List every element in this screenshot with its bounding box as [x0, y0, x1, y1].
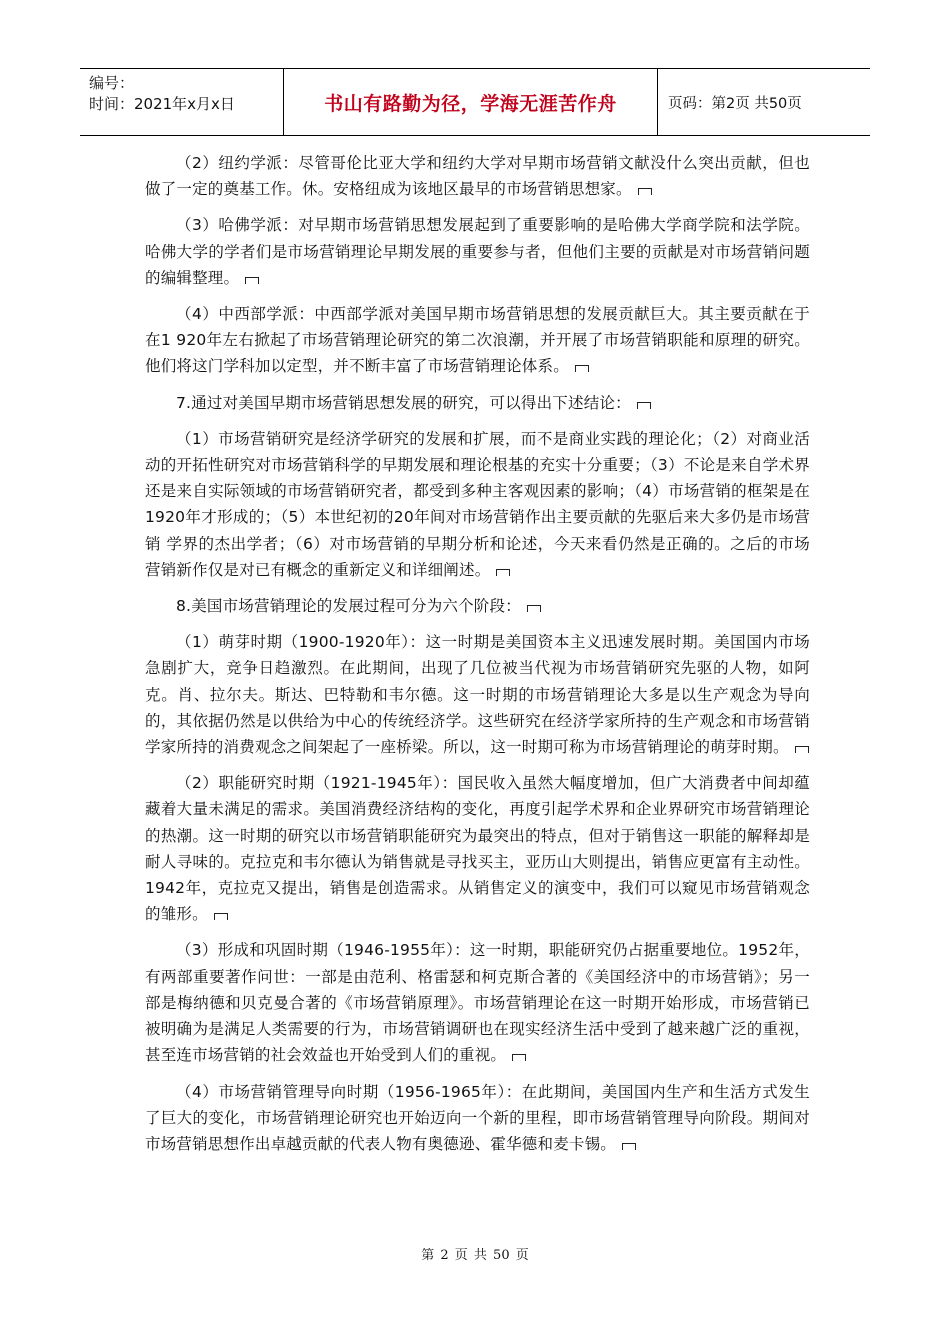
paragraph: 7.通过对美国早期市场营销思想发展的研究，可以得出下述结论：	[145, 390, 810, 416]
paragraph: （2）职能研究时期（1921-1945年）：国民收入虽然大幅度增加，但广大消费者中间却蕴藏着大量未满足的需求。美国消费经济结构的变化，再度引起学术界和企业界研究市场营销理论的热潮。这一时期的研究以市场营销职能研究为最突出的特点，但对于销售这一职能的解释却是耐人寻味的。克拉克和韦尔德认为销售就是寻找买主，亚历山大则提出，销售应更富有主动性。1942年，克拉克又提出，销售是创造需求。从销售定义的演变中，我们可以窥见市场营销观念的雏形。	[145, 774, 810, 924]
paragraph-mark-icon	[245, 277, 259, 284]
paragraph: （3）形成和巩固时期（1946-1955年）：这一时期，职能研究仍占据重要地位。1952年，有两部重要著作问世：一部是由范利、格雷瑟和柯克斯合著的《美国经济中的市场营销》；另一部是梅纳德和贝克曼合著的《市场营销原理》。市场营销理论在这一时期开始形成，市场营销已被明确为是满足人类需要的行为，市场营销调研也在现实经济生活中受到了越来越广泛的重视，甚至连市场营销的社会效益也开始受到人们的重视。	[145, 941, 810, 1065]
paragraph: （2）纽约学派：尽管哥伦比亚大学和纽约大学对早期市场营销文献没什么突出贡献，但也做了一定的奠基工作。休。安格纽成为该地区最早的市场营销思想家。	[145, 154, 810, 199]
paragraph-mark-icon	[496, 569, 510, 576]
date-label: 时间：2021年x月x日	[89, 95, 235, 113]
paragraph: （3）哈佛学派：对早期市场营销思想发展起到了重要影响的是哈佛大学商学院和法学院。哈佛大学的学者们是市场营销理论早期发展的重要参与者，但他们主要的贡献是对市场营销问题的编辑整理。	[145, 216, 810, 287]
paragraph-mark-icon	[527, 605, 541, 612]
paragraph-mark-icon	[795, 746, 809, 753]
paragraph: （1）萌芽时期（1900-1920年）：这一时期是美国资本主义迅速发展时期。美国国内市场急剧扩大，竞争日趋激烈。在此期间，出现了几位被当代视为市场营销研究先驱的人物，如阿克。肖、拉尔夫。斯达、巴特勒和韦尔德。这一时期的市场营销理论大多是以生产观念为导向的，其依据仍然是以供给为中心的传统经济学。这些研究在经济学家所持的生产观念和市场营销学家所持的消费观念之间架起了一座桥梁。所以，这一时期可称为市场营销理论的萌芽时期。	[145, 633, 810, 757]
paragraph: （4）市场营销管理导向时期（1956-1965年）：在此期间，美国国内生产和生活方式发生了巨大的变化，市场营销理论研究也开始迈向一个新的里程，即市场营销管理导向阶段。期间对市场营销思想作出卓越贡献的代表人物有奥德逊、霍华德和麦卡锡。	[145, 1082, 810, 1153]
page-header	[80, 68, 870, 136]
paragraph: 8.美国市场营销理论的发展过程可分为六个阶段：	[145, 593, 810, 619]
document-body	[145, 150, 810, 1167]
paragraph-mark-icon	[575, 365, 589, 372]
motto: 书山有路勤为径，学海无涯苦作舟	[283, 69, 658, 135]
page-footer: 第 2 页 共 50 页	[421, 1248, 529, 1263]
paragraph: （1）市场营销研究是经济学研究的发展和扩展，而不是商业实践的理论化；（2）对商业活动的开拓性研究对市场营销科学的早期发展和理论根基的充实十分重要；（3）不论是来自学术界还是来自实际领域的市场营销研究者，都受到多种主客观因素的影响；（4）市场营销的框架是在1920年才形成的；（5）本世纪初的20年间对市场营销作出主要贡献的先驱后来大多仍是市场营销 学界的杰出学者；（6）对市场营销的早期分析和论述，今天来看仍然是正确的。之后的市场营销新作仅是对已有概念的重新定义和详细阐述。	[145, 429, 810, 579]
paragraph: （4）中西部学派：中西部学派对美国早期市场营销思想的发展贡献巨大。其主要贡献在于在1 920年左右掀起了市场营销理论研究的第二次浪潮，并开展了市场营销职能和原理的研究。他们将这门学科加以定型，并不断丰富了市场营销理论体系。	[145, 305, 810, 376]
header-info-cell	[80, 69, 283, 135]
page-info: 页码：第2页 共50页	[668, 95, 802, 112]
paragraph-mark-icon	[622, 1143, 636, 1150]
serial-label: 编号：	[89, 74, 135, 92]
paragraph-mark-icon	[637, 402, 651, 409]
paragraph-mark-icon	[214, 913, 228, 920]
paragraph-mark-icon	[638, 188, 652, 195]
paragraph-mark-icon	[512, 1054, 526, 1061]
